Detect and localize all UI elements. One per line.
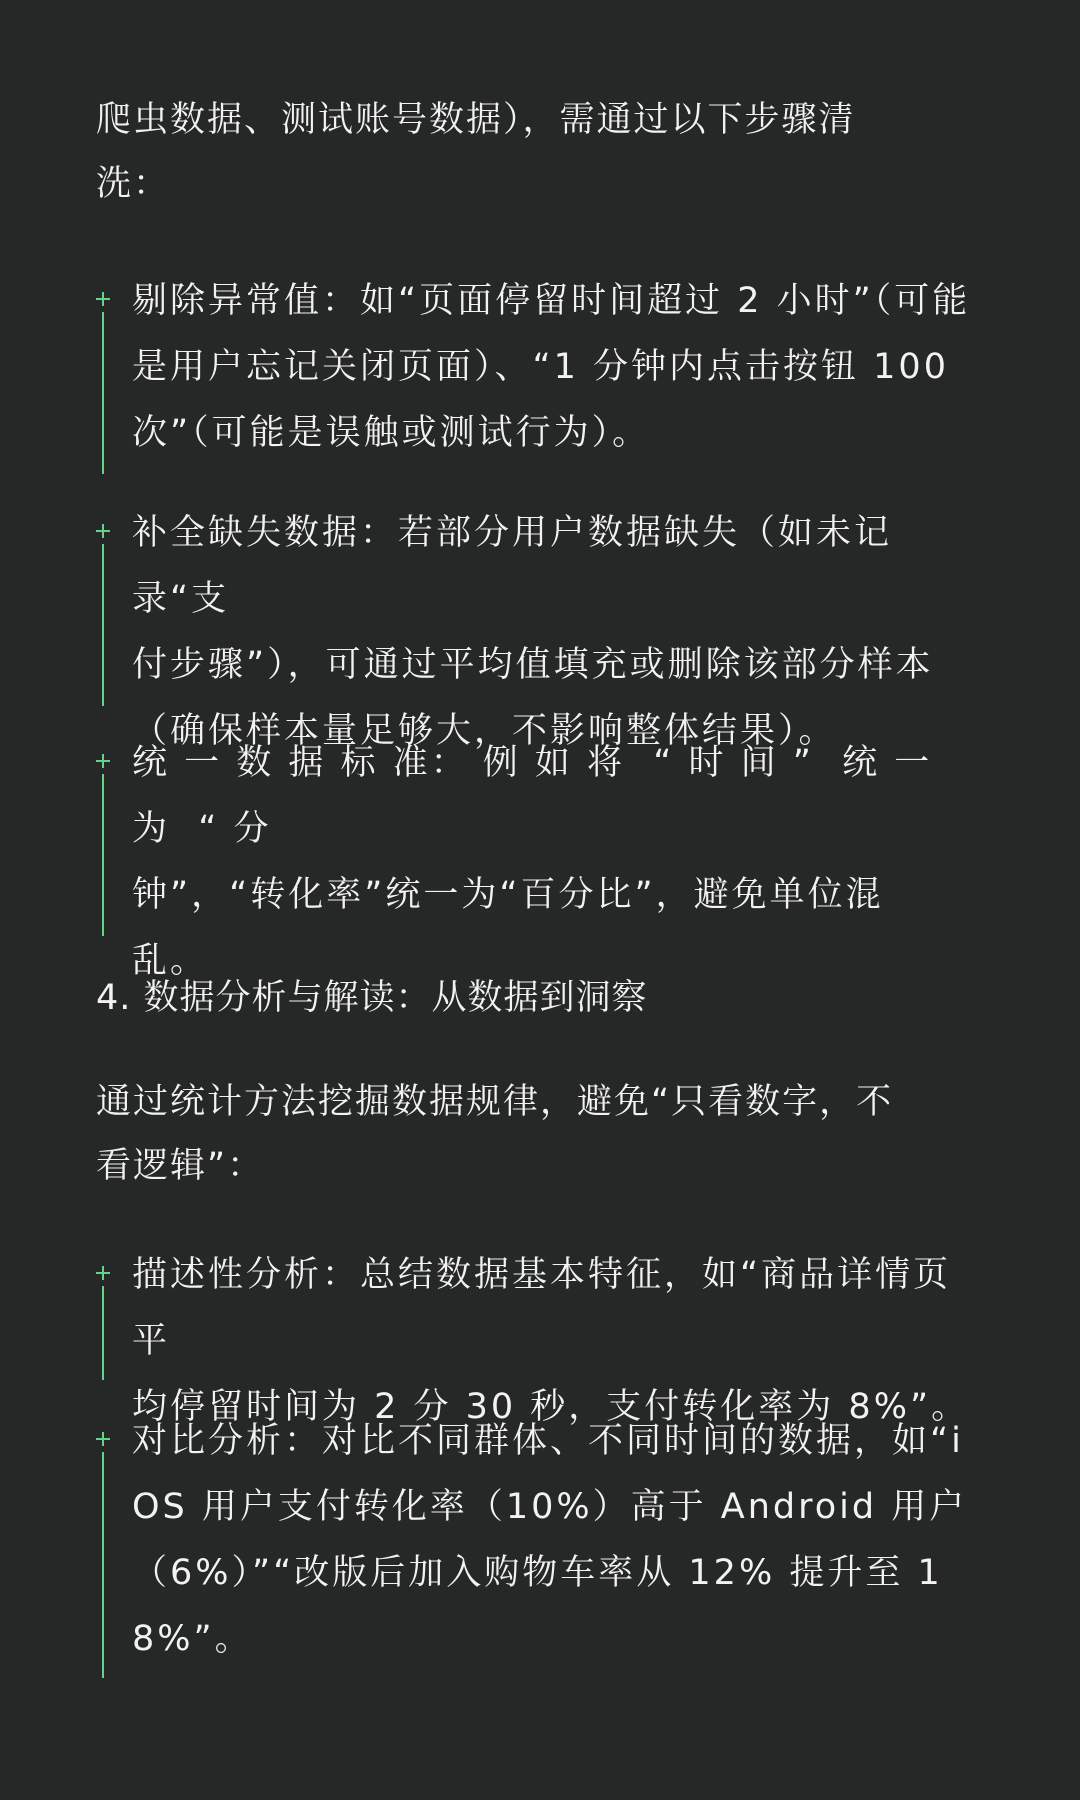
bullet-line: OS 用户支付转化率（10%）高于 Android 用户: [132, 1487, 968, 1527]
section-intro-paragraph: [96, 1070, 984, 1198]
bullet-line: 是用户忘记关闭页面）、“1 分钟内点击按钮 100: [132, 347, 949, 387]
bullet-accent-bar: [102, 1286, 104, 1380]
bullet-line: 描述性分析：总结数据基本特征，如“商品详情页平: [132, 1255, 952, 1361]
bullet-line: （确保样本量足够大，不影响整体结果）。: [132, 711, 837, 751]
bullet-accent-bar: [102, 312, 104, 474]
bullet-line: 8%”。: [132, 1619, 253, 1659]
bullet-text: [132, 500, 984, 764]
bullet-line: 对比分析：对比不同群体、不同时间的数据，如“i: [132, 1421, 964, 1461]
bullet-comparative-analysis: [96, 1421, 984, 1692]
plus-icon: [96, 1432, 110, 1446]
bullet-accent-bar: [102, 774, 104, 936]
bullet-line: 补全缺失数据：若部分用户数据缺失（如未记录“支: [132, 513, 893, 619]
bullet-accent-bar: [102, 1452, 104, 1678]
bullet-text: [132, 730, 984, 994]
bullet-line: （6%）”“改版后加入购物车率从 12% 提升至 1: [132, 1553, 943, 1593]
bullet-line: 付步骤”），可通过平均值填充或删除该部分样本: [132, 645, 934, 685]
bullet-line: 钟”，“转化率”统一为“百分比”，避免单位混: [132, 875, 884, 915]
plus-icon: [96, 292, 110, 306]
bullet-text: [132, 1408, 984, 1672]
bullet-line: 次”（可能是误触或测试行为）。: [132, 413, 651, 453]
bullet-line: 剔除异常值：如“页面停留时间超过 2 小时”（可能: [132, 281, 971, 321]
bullet-accent-bar: [102, 544, 104, 706]
section-intro-line-1: 通过统计方法挖掘数据规律，避免“只看数字，不: [96, 1082, 894, 1122]
plus-icon: [96, 1266, 110, 1280]
plus-icon: [96, 524, 110, 538]
section-intro-line-2: 看逻辑”：: [96, 1146, 265, 1186]
bullet-text: [132, 268, 984, 466]
section-heading: 4. 数据分析与解读：从数据到洞察: [96, 978, 648, 1018]
plus-icon: [96, 754, 110, 768]
bullet-line: 统 一 数 据 标 准： 例 如 将 “ 时 间 ” 统 一 为 “ 分: [132, 743, 947, 849]
bullet-remove-outliers: [96, 281, 984, 486]
bullet-line: 均停留时间为 2 分 30 秒，支付转化率为 8%”。: [132, 1387, 970, 1427]
intro-line-1: 爬虫数据、测试账号数据），需通过以下步骤清: [96, 100, 856, 140]
intro-line-2: 洗：: [96, 164, 171, 204]
intro-paragraph: [96, 88, 984, 216]
bullet-line: 乱。: [132, 941, 209, 981]
